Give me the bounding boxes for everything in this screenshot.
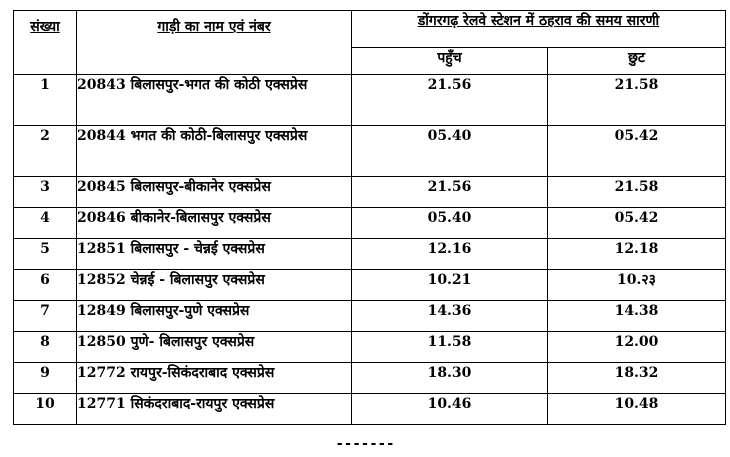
table-row — [14, 208, 726, 239]
row-sno: 3 — [14, 177, 77, 208]
row-sno: 6 — [14, 270, 77, 301]
row-departure: 10.48 — [548, 394, 726, 425]
row-train: 20846 बीकानेर-बिलासपुर एक्सप्रेस — [77, 208, 352, 239]
row-arrival: 10.46 — [352, 394, 548, 425]
row-departure: 12.00 — [548, 332, 726, 363]
row-sno: 10 — [14, 394, 77, 425]
row-arrival: 21.56 — [352, 75, 548, 126]
timetable — [13, 10, 726, 425]
row-train: 20845 बिलासपुर-बीकानेर एक्सप्रेस — [77, 177, 352, 208]
row-train: 12772 रायपुर-सिकंदराबाद एक्सप्रेस — [77, 363, 352, 394]
table-row — [14, 301, 726, 332]
row-sno: 2 — [14, 126, 77, 177]
row-arrival: 10.21 — [352, 270, 548, 301]
header-train: गाड़ी का नाम एवं नंबर — [77, 11, 352, 75]
row-train: 20844 भगत की कोठी-बिलासपुर एक्सप्रेस — [77, 126, 352, 177]
row-train: 12849 बिलासपुर-पुणे एक्सप्रेस — [77, 301, 352, 332]
row-train: 20843 बिलासपुर-भगत की कोठी एक्सप्रेस — [77, 75, 352, 126]
header-arrival: पहुँच — [352, 48, 548, 75]
row-sno: 9 — [14, 363, 77, 394]
row-train: 12850 पुणे- बिलासपुर एक्सप्रेस — [77, 332, 352, 363]
row-sno: 7 — [14, 301, 77, 332]
row-departure: 21.58 — [548, 177, 726, 208]
row-sno: 1 — [14, 75, 77, 126]
table-row — [14, 177, 726, 208]
table-row — [14, 239, 726, 270]
row-arrival: 11.58 — [352, 332, 548, 363]
table-row — [14, 394, 726, 425]
footer-dashes: ------- — [335, 436, 395, 452]
row-train: 12851 बिलासपुर - चेन्नई एक्सप्रेस — [77, 239, 352, 270]
row-arrival: 18.30 — [352, 363, 548, 394]
header-sno: संख्या — [14, 11, 77, 75]
table-row — [14, 270, 726, 301]
row-arrival: 21.56 — [352, 177, 548, 208]
row-train: 12852 चेन्नई - बिलासपुर एक्सप्रेस — [77, 270, 352, 301]
row-departure: 10.२३ — [548, 270, 726, 301]
row-arrival: 14.36 — [352, 301, 548, 332]
header-schedule: डोंगरगढ़ रेलवे स्टेशन में ठहराव की समय सारणी — [352, 11, 726, 48]
row-departure: 21.58 — [548, 75, 726, 126]
table-row — [14, 75, 726, 126]
row-sno: 5 — [14, 239, 77, 270]
row-departure: 14.38 — [548, 301, 726, 332]
row-sno: 8 — [14, 332, 77, 363]
row-train: 12771 सिकंदराबाद-रायपुर एक्सप्रेस — [77, 394, 352, 425]
table-row — [14, 332, 726, 363]
row-departure: 12.18 — [548, 239, 726, 270]
row-sno: 4 — [14, 208, 77, 239]
header-departure: छुट — [548, 48, 726, 75]
row-departure: 05.42 — [548, 126, 726, 177]
table-row — [14, 363, 726, 394]
row-departure: 18.32 — [548, 363, 726, 394]
row-arrival: 05.40 — [352, 126, 548, 177]
table-row — [14, 126, 726, 177]
row-arrival: 05.40 — [352, 208, 548, 239]
row-arrival: 12.16 — [352, 239, 548, 270]
header-row — [14, 11, 726, 48]
row-departure: 05.42 — [548, 208, 726, 239]
